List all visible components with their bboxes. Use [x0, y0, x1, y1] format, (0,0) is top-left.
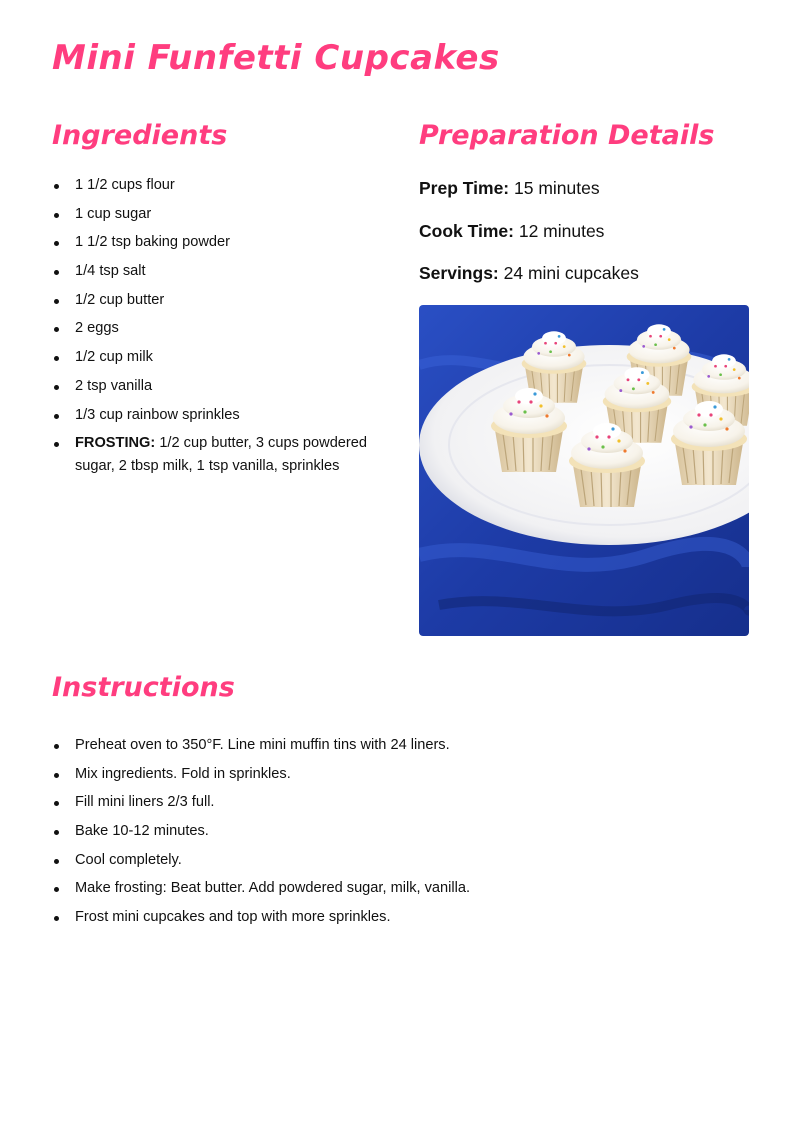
ingredient-item: 1/2 cup butter	[52, 289, 382, 312]
servings	[419, 263, 639, 284]
ingredient-item: 1/3 cup rainbow sprinkles	[52, 404, 382, 427]
preparation-heading: Preparation Details	[419, 120, 715, 151]
prep-time-value: 15 minutes	[509, 178, 600, 198]
ingredients-list	[52, 174, 382, 484]
instruction-step: Frost mini cupcakes and top with more sprinkles.	[52, 906, 752, 929]
instruction-step: Fill mini liners 2/3 full.	[52, 791, 752, 814]
frosting-text: 1/2 cup butter, 3 cups powdered sugar, 2 tbsp milk, 1 tsp vanilla, sprinkles	[75, 435, 368, 475]
ingredient-item: 1 1/2 cups flour	[52, 174, 382, 197]
prep-time-label: Prep Time:	[419, 178, 510, 198]
ingredient-item-frosting	[52, 432, 382, 478]
cupcakes-illustration	[419, 305, 749, 636]
ingredient-item: 1 1/2 tsp baking powder	[52, 231, 382, 254]
ingredient-item: 2 tsp vanilla	[52, 375, 382, 398]
recipe-title: Mini Funfetti Cupcakes	[52, 38, 500, 78]
instructions-list	[52, 734, 752, 935]
instruction-step: Mix ingredients. Fold in sprinkles.	[52, 763, 752, 786]
cook-time-value: 12 minutes	[513, 221, 605, 241]
prep-time	[419, 178, 600, 199]
instructions-heading: Instructions	[52, 672, 235, 703]
cook-time	[419, 221, 604, 242]
instruction-step: Make frosting: Beat butter. Add powdered sugar, milk, vanilla.	[52, 877, 752, 900]
ingredient-item: 2 eggs	[52, 317, 382, 340]
ingredient-item: 1 cup sugar	[52, 203, 382, 226]
ingredient-item: 1/4 tsp salt	[52, 260, 382, 283]
instruction-step: Preheat oven to 350°F. Line mini muffin tins with 24 liners.	[52, 734, 752, 757]
ingredients-heading: Ingredients	[52, 120, 228, 151]
servings-label: Servings:	[419, 263, 499, 283]
instruction-step: Bake 10-12 minutes.	[52, 820, 752, 843]
frosting-label: FROSTING:	[75, 435, 156, 452]
cupcakes-photo	[419, 305, 749, 636]
servings-value: 24 mini cupcakes	[498, 263, 639, 283]
instruction-step: Cool completely.	[52, 849, 752, 872]
ingredient-item: 1/2 cup milk	[52, 346, 382, 369]
cook-time-label: Cook Time:	[419, 221, 514, 241]
